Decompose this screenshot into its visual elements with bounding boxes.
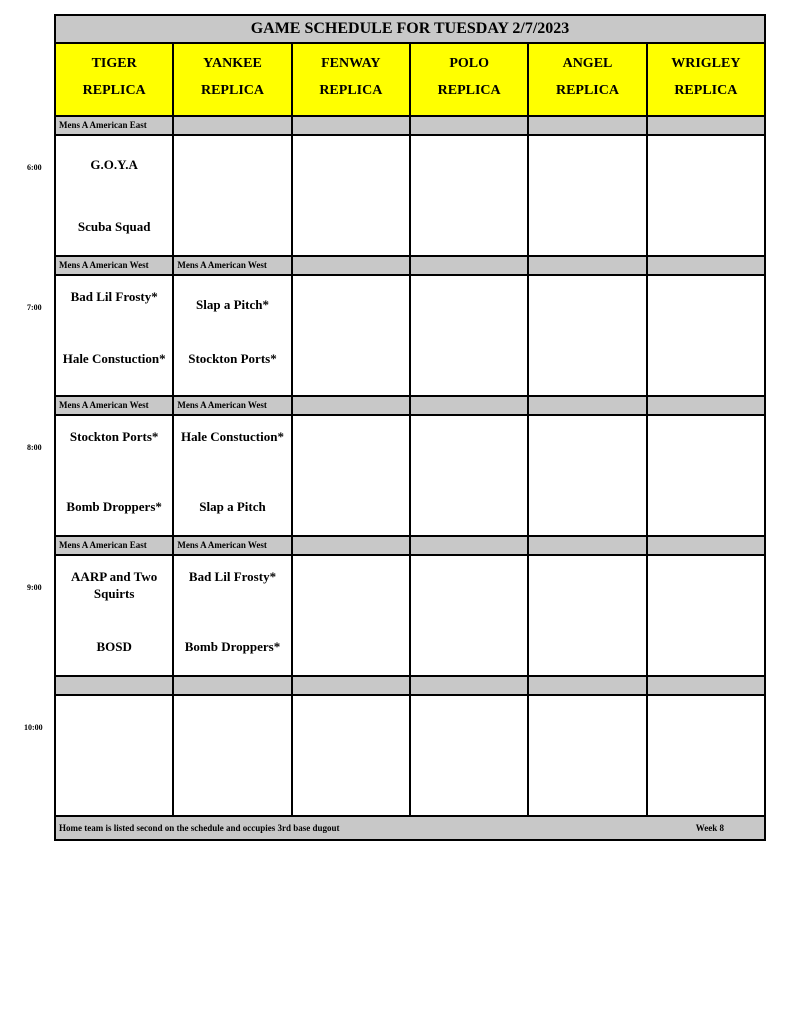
- field-sub: REPLICA: [319, 83, 383, 98]
- field-sub: REPLICA: [555, 83, 619, 98]
- game-cell: [174, 556, 292, 675]
- game-cell: [529, 276, 647, 395]
- field-header-yankee: [174, 44, 292, 115]
- schedule-footer: [56, 817, 764, 839]
- division-label: [411, 257, 529, 274]
- division-label: Mens A American West: [56, 257, 174, 274]
- division-row: [56, 257, 764, 276]
- division-label: [293, 257, 411, 274]
- game-cell: [648, 416, 764, 535]
- game-cell: [174, 276, 292, 395]
- time-label: 10:00: [24, 723, 43, 732]
- home-team: Slap a Pitch: [199, 499, 266, 514]
- game-cell: [56, 696, 174, 815]
- field-sub: REPLICA: [200, 83, 264, 98]
- game-cell: [648, 136, 764, 255]
- division-label: Mens A American West: [174, 537, 292, 554]
- division-label: [529, 677, 647, 694]
- division-label: [648, 397, 764, 414]
- game-cell: [529, 696, 647, 815]
- division-label: [293, 397, 411, 414]
- game-row: [56, 556, 764, 677]
- field-sub: REPLICA: [437, 83, 501, 98]
- time-label: 8:00: [27, 443, 42, 452]
- game-cell: [174, 416, 292, 535]
- division-label: [648, 537, 764, 554]
- division-label: [529, 257, 647, 274]
- division-label: [174, 117, 292, 134]
- field-header-polo: [411, 44, 529, 115]
- home-team: Scuba Squad: [77, 219, 151, 234]
- footer-note: Home team is listed second on the schedule and occupies 3rd base dugout: [59, 823, 340, 833]
- field-name: FENWAY: [321, 56, 381, 71]
- game-cell: [529, 556, 647, 675]
- division-label: [411, 677, 529, 694]
- time-label: 9:00: [27, 583, 42, 592]
- game-cell: [56, 276, 174, 395]
- division-label: [411, 537, 529, 554]
- game-cell: [293, 136, 411, 255]
- game-cell: [648, 556, 764, 675]
- field-name: YANKEE: [203, 56, 262, 71]
- field-header-fenway: [293, 44, 411, 115]
- visiting-team: AARP and Two Squirts: [71, 569, 158, 601]
- home-team: Hale Constuction*: [62, 351, 166, 366]
- game-row: [56, 276, 764, 397]
- division-label: Mens A American West: [56, 397, 174, 414]
- schedule-table: [54, 14, 766, 841]
- field-header-row: [56, 44, 764, 117]
- game-cell: [56, 416, 174, 535]
- division-row: [56, 117, 764, 136]
- game-cell: [293, 696, 411, 815]
- game-cell: [411, 556, 529, 675]
- game-row: [56, 696, 764, 817]
- home-team: Bomb Droppers*: [66, 499, 162, 514]
- division-label: [648, 257, 764, 274]
- game-cell: [293, 556, 411, 675]
- home-team: Stockton Ports*: [188, 351, 277, 366]
- field-sub: REPLICA: [674, 83, 738, 98]
- field-header-tiger: [56, 44, 174, 115]
- game-cell: [411, 416, 529, 535]
- division-label: [174, 677, 292, 694]
- game-cell: [529, 416, 647, 535]
- field-sub: REPLICA: [82, 83, 146, 98]
- division-row: [56, 537, 764, 556]
- schedule-title: GAME SCHEDULE FOR TUESDAY 2/7/2023: [56, 16, 764, 44]
- field-header-wrigley: [648, 44, 764, 115]
- home-team: Bomb Droppers*: [184, 639, 281, 654]
- division-label: [648, 117, 764, 134]
- division-label: [529, 117, 647, 134]
- division-label: Mens A American East: [56, 117, 174, 134]
- game-cell: [411, 696, 529, 815]
- visiting-team: Bad Lil Frosty*: [188, 569, 277, 584]
- division-label: [648, 677, 764, 694]
- visiting-team: Hale Constuction*: [181, 429, 284, 444]
- field-name: ANGEL: [562, 56, 613, 71]
- field-name: WRIGLEY: [671, 56, 741, 71]
- division-label: [293, 537, 411, 554]
- division-label: Mens A American West: [174, 397, 292, 414]
- game-row: [56, 136, 764, 257]
- game-cell: [411, 136, 529, 255]
- field-name: POLO: [449, 56, 489, 71]
- game-cell: [648, 696, 764, 815]
- game-cell: [529, 136, 647, 255]
- division-label: [411, 117, 529, 134]
- division-label: [293, 677, 411, 694]
- game-cell: [174, 136, 292, 255]
- visiting-team: Stockton Ports*: [69, 429, 159, 444]
- division-label: Mens A American West: [174, 257, 292, 274]
- game-row: [56, 416, 764, 537]
- visiting-team: Bad Lil Frosty*: [70, 289, 158, 304]
- game-cell: [56, 556, 174, 675]
- home-team: BOSD: [96, 639, 132, 654]
- visiting-team: G.O.Y.A: [90, 157, 138, 172]
- field-name: TIGER: [91, 56, 137, 71]
- time-label: 7:00: [27, 303, 42, 312]
- division-label: [529, 397, 647, 414]
- game-cell: [293, 416, 411, 535]
- division-row: [56, 677, 764, 696]
- division-label: [411, 397, 529, 414]
- division-row: [56, 397, 764, 416]
- division-label: [56, 677, 174, 694]
- game-cell: [648, 276, 764, 395]
- division-label: Mens A American East: [56, 537, 174, 554]
- game-cell: [174, 696, 292, 815]
- time-slots: [56, 117, 764, 817]
- game-cell: [411, 276, 529, 395]
- game-cell: [293, 276, 411, 395]
- time-label: 6:00: [27, 163, 42, 172]
- field-header-angel: [529, 44, 647, 115]
- game-cell: [56, 136, 174, 255]
- week-label: Week 8: [695, 823, 724, 833]
- division-label: [293, 117, 411, 134]
- division-label: [529, 537, 647, 554]
- visiting-team: Slap a Pitch*: [196, 297, 269, 312]
